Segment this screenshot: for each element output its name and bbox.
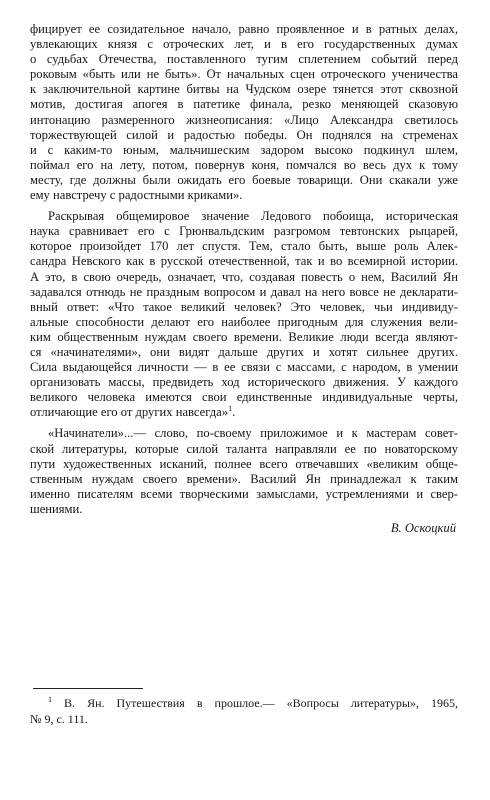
text-line: ской литературы, которые силой таланта направляли ее по новаторскому (30, 441, 458, 456)
author-signature: В. Оскоцкий (390, 521, 456, 535)
text-line: мотив, достигая апогея в патетике финала, резко меняющей сказовую (30, 97, 458, 112)
text-line: задавался отнюдь не праздным вопросом и давал на него вовсе не декларати- (30, 284, 458, 299)
footnote-text: В. Ян. Путешествия в прошлое.— «Вопросы литературы», 1965, (64, 696, 458, 710)
text-line: альные способности делают его наиболее пригодным для служения вели- (30, 314, 458, 329)
text-line: ему навстречу с радостными криками». (30, 188, 243, 203)
footnote-line (30, 696, 458, 712)
footnote-line: № 9, с. 111. (30, 711, 88, 726)
text-line: именно писателям всеми творческими замыслами, устремлениями и свер- (30, 486, 458, 501)
text-line: организовать массы, предвидеть ход исторического движения. У каждого (30, 375, 458, 390)
main-text (30, 22, 458, 536)
text-line: торжествующей силой и радостью победы. Он поднялся на стременах (30, 127, 458, 142)
footnote-mark: 1 (48, 696, 52, 704)
text-line: А это, в свою очередь, означает, что, создавая повесть о нем, Василий Ян (30, 269, 458, 284)
text-line: которое произойдет 170 лет спустя. Тем, стало быть, выше роль Алек- (30, 239, 458, 254)
footnote-divider (33, 688, 143, 689)
text-fragment: отличающие его от других навсегда» (30, 405, 229, 420)
text-line: поймал его на лету, потом, повернув коня, помчался во весь дух к тому (30, 157, 458, 172)
paragraph-3 (30, 426, 458, 517)
text-line-with-footnote (30, 405, 458, 420)
text-line: ся «начинателями», они видят дальше других и хотят сильнее других. (30, 344, 458, 359)
text-line: сандра Невского как в русской отечественной, так и во всемирной истории. (30, 254, 458, 269)
text-line: пути художественных исканий, полнее всего отвечавших «великим обще- (30, 456, 458, 471)
text-line: роковым «быть или не быть». От начальных сцен отроческого ученичества (30, 67, 458, 82)
footnote (30, 696, 458, 727)
text-line: интонацию размеренного жизнеописания: «Лицо Александра светилось (30, 112, 458, 127)
text-line: великого человека имеются свои единственные индивидуальные черты, (30, 390, 458, 405)
text-line: шениями. (30, 501, 83, 516)
text-line: к заключительной картине битвы на Чудском озере тянется этот сквозной (30, 82, 458, 97)
text-line: фицирует ее созидательное начало, равно проявленное и в ратных делах, (30, 22, 458, 36)
paragraph-2 (30, 209, 458, 420)
period-mark: . (232, 405, 236, 420)
text-line: месту, где должны были ожидать его боевые товарищи. Они скакали уже (30, 172, 458, 187)
text-line: наука сравнивает его с Грюнвальдским разгромом тевтонских рыцарей, (30, 224, 458, 239)
text-line: вный ответ: «Что такое великий человек? Это человек, чьи индивиду- (30, 299, 458, 314)
text-line: Раскрывая общемировое значение Ледового побоища, историческая (48, 209, 458, 224)
footnote-reference[interactable]: 1 (228, 405, 233, 414)
text-line: увлекающих князя с отроческих лет, и в его государственных думах (30, 37, 458, 52)
paragraph-1 (30, 22, 458, 203)
text-line: о судьбах Отечества, поставленного тугим сплетением событий перед (30, 52, 458, 67)
text-line: и с каким-то юным, мальчишеским задором высоко подкинул шлем, (30, 142, 458, 157)
text-line: Сила выдающейся личности — в ее связи с массами, с народом, в умении (30, 360, 458, 375)
text-line: ственным нуждам своего времени». Василий Ян принадлежал к таким (30, 471, 458, 486)
text-line: «Начинатели»...— слово, по-своему приложимое и к мастерам совет- (48, 426, 458, 441)
text-line: ким общественным нуждам своего времени. Великие люди всегда являют- (30, 329, 458, 344)
